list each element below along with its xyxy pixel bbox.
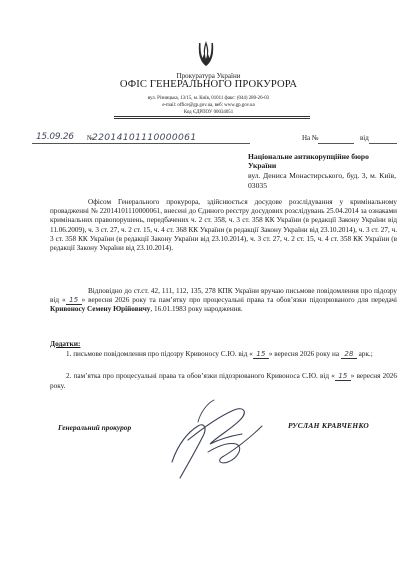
body-paragraph-2	[50, 287, 397, 315]
paragraph-2-text-a: Відповідно до ст.ст. 42, 111, 112, 135, 278 КПК України вручаю письмове повідомлення про підозру від «	[50, 287, 397, 305]
signatory-title: Генеральний прокурор	[58, 423, 132, 432]
recipient-address: вул. Дениса Монастирського, буд. 3, м. Київ, 03035	[248, 171, 396, 190]
attachment-2-text-a: 2. пам’ятка про процесуальні права та обов’язки підозрюваного Кривоноса С.Ю. від «	[66, 372, 335, 380]
attachment-2-day: 15	[335, 372, 351, 381]
attachment-1-text-b: » вересня 2026 року на	[268, 350, 341, 358]
attachment-item-2	[50, 372, 397, 391]
attachments-title: Додатки:	[50, 339, 81, 348]
handwritten-signature	[158, 392, 278, 487]
body-paragraph-1: Офісом Генерального прокурора, здійснюється досудове розслідування у кримінальному провадженні № 22014101110000061, внесені до Єдиного реєстру досудових розслідувань 25.04.2014 за ознаками кримінальних правопорушень, передбачених ч. 2 ст. 358, ч. 3 ст. 358 КК України (в редакції Закону України від 11.06.2009), ч. 3 ст. 27, ч. 2 ст. 15, ч. 4 ст. 368 КК України (в редакції Закону України від 23.10.2014), ч. 3 ст. 27, ч. 3 ст. 358 КК України (в редакції Закону України від 23.10.2014), ч. 3 ст. 27, ч. 2 ст. 15, ч. 4 ст. 358 КК України (в редакції Закону України від 23.10.2014).	[50, 198, 397, 253]
office-contacts	[0, 95, 417, 116]
office-email-web: e-mail: office@gp.gov.ua, веб: www.gp.gov.ua	[162, 103, 255, 108]
attachment-2-text-b: » вересня 2026 року.	[50, 372, 397, 390]
suspect-name: Кривоносу Семену Юрійовичу	[50, 305, 151, 314]
reply-to-number-label: На №	[302, 134, 319, 142]
header-divider-top	[114, 116, 310, 117]
registration-number: 22014101110000061	[92, 132, 197, 143]
trident-emblem-icon	[197, 40, 215, 68]
registration-number-sign: №	[87, 134, 94, 142]
registration-date: 15.09.26	[36, 132, 74, 142]
reply-to-date-label: від	[360, 134, 369, 142]
signatory-name: РУСЛАН КРАВЧЕНКО	[288, 421, 370, 430]
registration-line	[32, 132, 392, 146]
attachment-1-text-c: арк.;	[356, 350, 373, 358]
office-edrpou: Код ЄДРПОУ 00034051	[183, 110, 234, 115]
registration-underline	[32, 143, 250, 144]
recipient-block	[248, 152, 396, 190]
reply-to-date-blank	[369, 143, 397, 144]
attachment-item-1	[50, 350, 397, 360]
notice-day: 15	[66, 296, 82, 305]
office-name: ОФІС ГЕНЕРАЛЬНОГО ПРОКУРОРА	[119, 79, 298, 90]
org-name: Прокуратура України	[176, 72, 241, 80]
recipient-name: Національне антикорупційне бюро України	[248, 152, 369, 171]
attachment-1-pages: 28	[341, 350, 357, 359]
attachment-1-day: 15	[253, 350, 269, 359]
reply-to-number-blank	[318, 143, 354, 144]
office-address: вул. Різницька, 13/15, м. Київ, 01011 факс: (044) 280-26-03	[147, 96, 270, 101]
paragraph-2-text-b: » вересня 2026 року та пам’ятку про процесуальні права та обов’язки підозрюваного для передачі	[81, 296, 397, 305]
paragraph-2-text-c: , 16.01.1983 року народження.	[150, 305, 243, 314]
header-divider-bottom	[114, 118, 310, 119]
attachment-1-text-a: 1. письмове повідомлення про підозру Кривоносу С.Ю. від «	[66, 350, 253, 358]
